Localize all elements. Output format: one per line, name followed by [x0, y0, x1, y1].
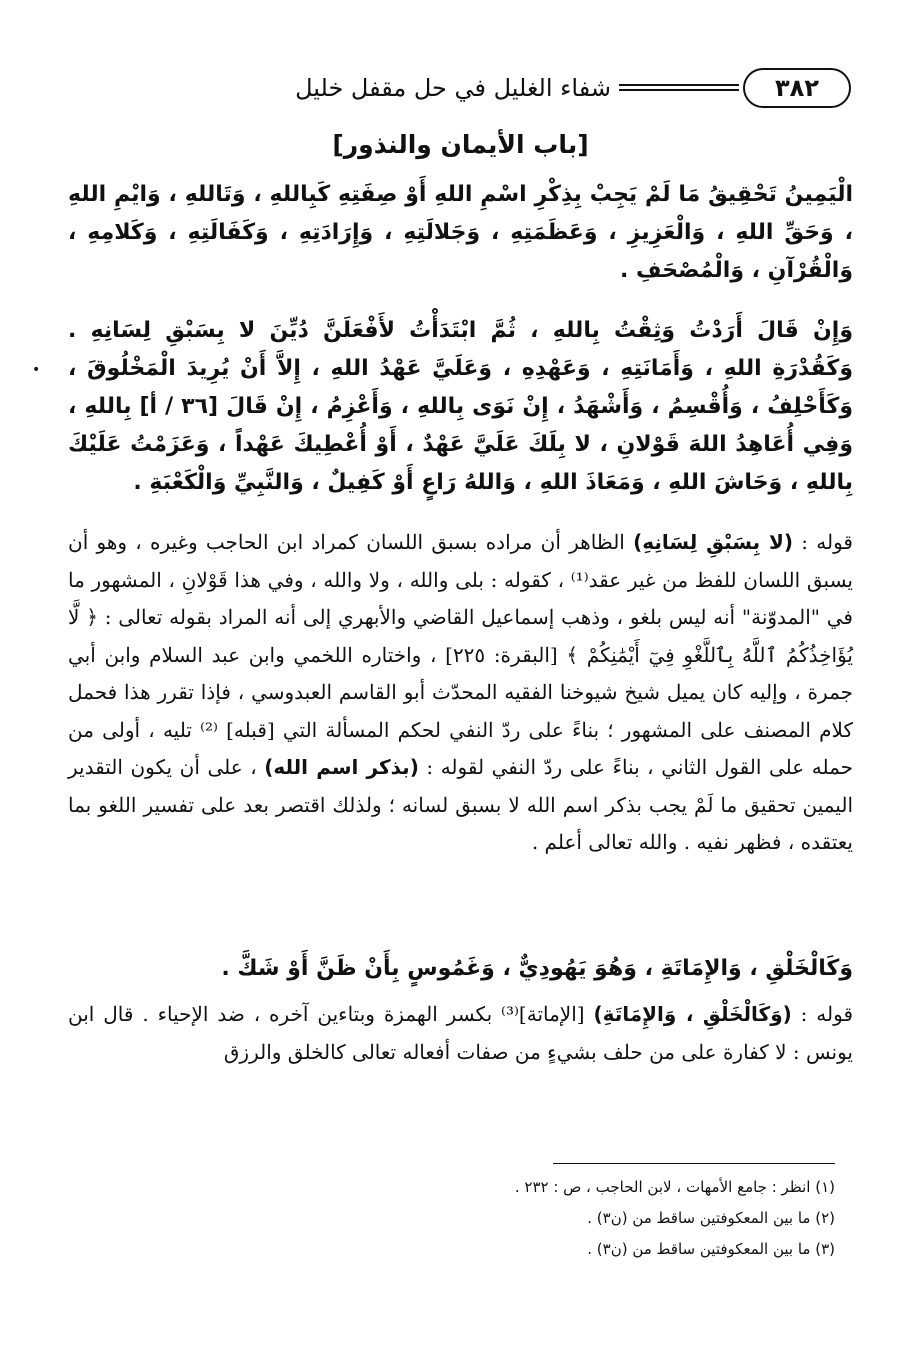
matn-paragraph-2: وَإِنْ قَالَ أَرَدْتُ وَثِقْتُ بِاللهِ ، ثُمَّ ابْتَدَأْتُ لأَفْعَلَنَّ دُيِّنَ لا بِسَبْقِ لِسَانِهِ . وَكَقُدْرَةِ اللهِ ، وَأَمَانَتِهِ ، وَعَهْدِهِ ، وَعَلَيَّ عَهْدُ اللهِ ، إِلاَّ أَنْ يُرِيدَ الْمَخْلُوقَ ، وَكَأَحْلِفُ ، وَأُقْسِمُ ، وَأَشْهَدُ ، إِنْ نَوَى بِاللهِ ، وَأَعْزِمُ ، إِنْ قَالَ [٣٦ / أ] بِاللهِ ، وَفِي أُعَاهِدُ اللهَ قَوْلانِ ، لا بِلَكَ عَلَيَّ عَهْدٌ ، أَوْ أُعْطِيكَ عَهْداً ، وَعَزَمْتُ عَلَيْكَ بِاللهِ ، وَحَاشَ اللهِ ، وَمَعَاذَ اللهِ ، وَاللهُ رَاعٍ أَوْ كَفِيلٌ ، وَالنَّبِيِّ وَالْكَعْبَةِ . [68, 318, 853, 495]
footnote-divider [553, 1163, 835, 1164]
commentary-lead: قوله : [801, 530, 853, 554]
commentary-text-2: ، على أن يكون التقدير اليمين تحقيق ما لَمْ يجب بذكر اسم الله لا بسبق لسانه ؛ ولذلك اقتصر بعد على تفسير اللغو بما يعتقده ، فظهر نفيه . والله تعالى أعلم . [68, 755, 853, 854]
header-rule [619, 84, 739, 91]
footnote-2: (٢) ما بين المعكوفتين ساقط من (ن٣) . [587, 1209, 835, 1227]
footnote-1: (١) انظر : جامع الأمهات ، لابن الحاجب ، ص : ٢٣٢ . [514, 1178, 835, 1196]
commentary-quote: (لا بِسَبْقِ لِسَانِهِ) [633, 530, 794, 554]
margin-dot: • [32, 362, 41, 378]
running-title: شفاء الغليل في حل مقفل خليل [295, 74, 611, 102]
footnotes [86, 1172, 835, 1265]
footnote-3: (٣) ما بين المعكوفتين ساقط من (ن٣) . [587, 1240, 835, 1258]
matn-paragraph-1: الْيَمِينُ تَحْقِيقُ مَا لَمْ يَجِبْ بِذِكْرِ اسْمِ اللهِ أَوْ صِفَتِهِ كَبِاللهِ ، وَتَاللهِ ، وَايْمِ اللهِ ، وَحَقِّ اللهِ ، وَالْعَزِيزِ ، وَعَظَمَتِهِ ، وَجَلالَتِهِ ، وَإِرَادَتِهِ ، وَكَفَالَتِهِ ، وَكَلامِهِ ، وَالْقُرْآنِ ، وَالْمُصْحَفِ . [68, 182, 853, 283]
commentary-paragraph-2 [68, 996, 853, 1071]
running-header [60, 62, 851, 112]
chapter-title: [باب الأيمان والنذور] [332, 130, 589, 159]
page-number: ٣٨٢ [743, 68, 851, 108]
commentary-quote: (وَكَالْخَلْقِ ، وَالإِمَاتَةِ) [593, 1002, 792, 1026]
commentary-quote-2: (بذكر اسم الله) [264, 755, 419, 779]
commentary-text: [الإماتة]⁽³⁾ بكسر الهمزة وبتاءين آخره ، ضد الإحياء . قال ابن يونس : لا كفارة على من حلف بشيءٍ من صفات أفعاله تعالى كالخلق والرزق [68, 1002, 853, 1064]
commentary-lead: قوله : [800, 1002, 854, 1026]
commentary-paragraph-1 [68, 524, 853, 862]
matn-paragraph-3: وَكَالْخَلْقِ ، وَالإِمَاتَةِ ، وَهُوَ يَهُودِيٌّ ، وَغَمُوسٍ بِأَنْ ظَنَّ أَوْ شَكَّ . [221, 956, 853, 981]
commentary-text: الظاهر أن مراده بسبق اللسان كمراد ابن الحاجب وغيره ، وهو أن يسبق اللسان للفظ من غير عقد⁽¹⁾ ، كقوله : بلى والله ، ولا والله ، وفي هذا قَوْلانِ ، المشهور ما في "المدوّنة" أنه ليس بلغو ، وذهب إسماعيل القاضي والأبهري إلى أنه المراد بقوله تعالى : ﴿ لَّا يُؤَاخِذُكُمُ ٱللَّهُ بِٱللَّغْوِ فِيٓ أَيْمَٰنِكُمْ ﴾ [البقرة: ٢٢٥] ، واختاره اللخمي وابن عبد السلام وابن أبي جمرة ، وإليه كان يميل شيخ شيوخنا الفقيه المحدّث أبو القاسم العبدوسي ، فإذا تقرر هذا فحمل كلام المصنف على المشهور ؛ بناءً على ردّ النفي لحكم المسألة التي [قبله] ⁽²⁾ تليه ، أولى من حمله على القول الثاني ، بناءً على ردّ النفي لقوله : [68, 530, 853, 779]
